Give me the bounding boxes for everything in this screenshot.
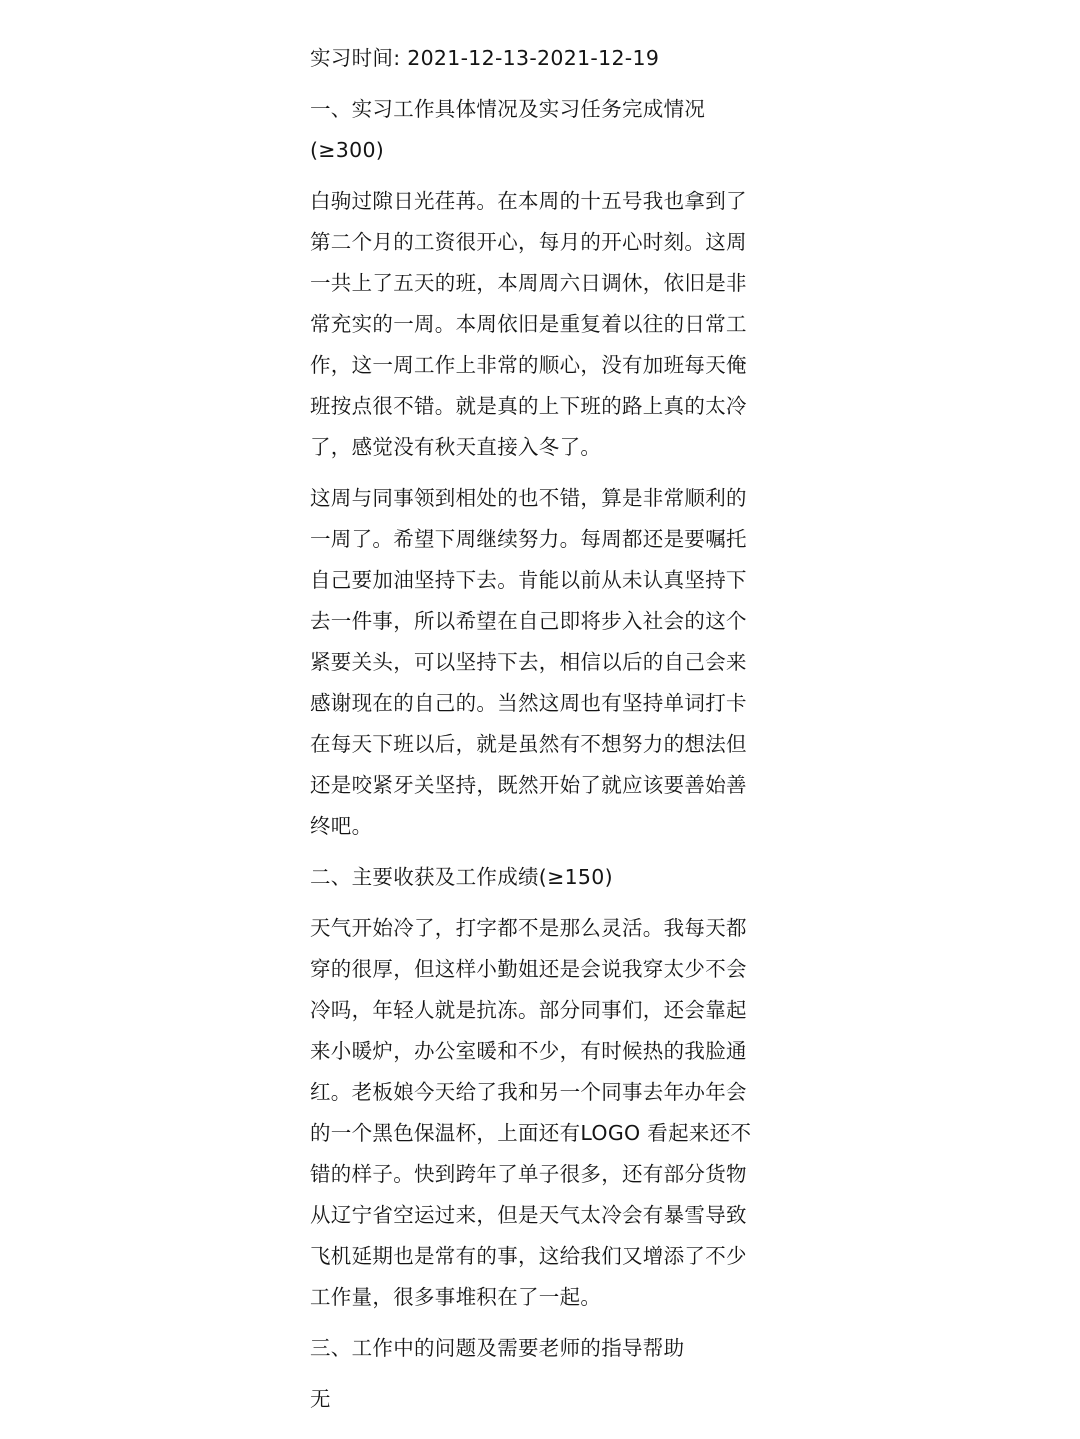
paragraph-line: 一周了。希望下周继续努力。每周都还是要嘱托	[310, 527, 747, 551]
section1-paragraph-2	[310, 478, 780, 847]
section3-heading	[310, 1328, 780, 1369]
section2-heading	[310, 857, 780, 898]
paragraph-line: 飞机延期也是常有的事，这给我们又增添了不少	[310, 1244, 747, 1268]
paragraph-line: 感谢现在的自己的。当然这周也有坚持单词打卡	[310, 691, 747, 715]
paragraph-line: 天气开始冷了，打字都不是那么灵活。我每天都	[310, 916, 747, 940]
paragraph-line: 在每天下班以后，就是虽然有不想努力的想法但	[310, 732, 747, 756]
paragraph-line: 去一件事，所以希望在自己即将步入社会的这个	[310, 609, 747, 633]
section3-title: 三、工作中的问题及需要老师的指导帮助	[310, 1336, 685, 1360]
section1-heading	[310, 89, 780, 171]
paragraph-line: 了，感觉没有秋天直接入冬了。	[310, 435, 602, 459]
report-page	[310, 38, 780, 1430]
paragraph-line: 来小暖炉，办公室暖和不少，有时候热的我脸通	[310, 1039, 747, 1063]
paragraph-line: 紧要关头，可以坚持下去，相信以后的自己会来	[310, 650, 747, 674]
paragraph-line: 错的样子。快到跨年了单子很多，还有部分货物	[310, 1162, 747, 1186]
paragraph-line: 第二个月的工资很开心，每月的开心时刻。这周	[310, 230, 747, 254]
paragraph-line: 一共上了五天的班，本周周六日调休，依旧是非	[310, 271, 747, 295]
period-line-block	[310, 38, 780, 79]
section2-title: 二、主要收获及工作成绩(≥150)	[310, 865, 613, 889]
paragraph-line: 自己要加油坚持下去。肯能以前从未认真坚持下	[310, 568, 747, 592]
paragraph-line: 白驹过隙日光荏苒。在本周的十五号我也拿到了	[310, 189, 747, 213]
paragraph-line: 班按点很不错。就是真的上下班的路上真的太冷	[310, 394, 747, 418]
paragraph-line: 红。老板娘今天给了我和另一个同事去年办年会	[310, 1080, 747, 1104]
paragraph-line: 冷吗，年轻人就是抗冻。部分同事们，还会靠起	[310, 998, 747, 1022]
internship-period: 实习时间: 2021-12-13-2021-12-19	[310, 46, 660, 70]
section1-paragraph-1	[310, 181, 780, 468]
paragraph-line: 的一个黑色保温杯，上面还有LOGO 看起来还不	[310, 1121, 752, 1145]
paragraph-line: 作，这一周工作上非常的顺心，没有加班每天俺	[310, 353, 747, 377]
paragraph-line: 这周与同事领到相处的也不错，算是非常顺利的	[310, 486, 747, 510]
section3-answer: 无	[310, 1387, 331, 1411]
paragraph-line: 终吧。	[310, 814, 373, 838]
paragraph-line: 穿的很厚，但这样小勤姐还是会说我穿太少不会	[310, 957, 747, 981]
paragraph-line: 还是咬紧牙关坚持，既然开始了就应该要善始善	[310, 773, 747, 797]
section1-title-line: 一、实习工作具体情况及实习任务完成情况	[310, 97, 706, 121]
paragraph-line: 工作量，很多事堆积在了一起。	[310, 1285, 602, 1309]
paragraph-line: 从辽宁省空运过来，但是天气太冷会有暴雪导致	[310, 1203, 747, 1227]
paragraph-line: 常充实的一周。本周依旧是重复着以往的日常工	[310, 312, 747, 336]
section3-answer-block	[310, 1379, 780, 1420]
section2-paragraph	[310, 908, 780, 1318]
section1-title-line: (≥300)	[310, 138, 385, 162]
